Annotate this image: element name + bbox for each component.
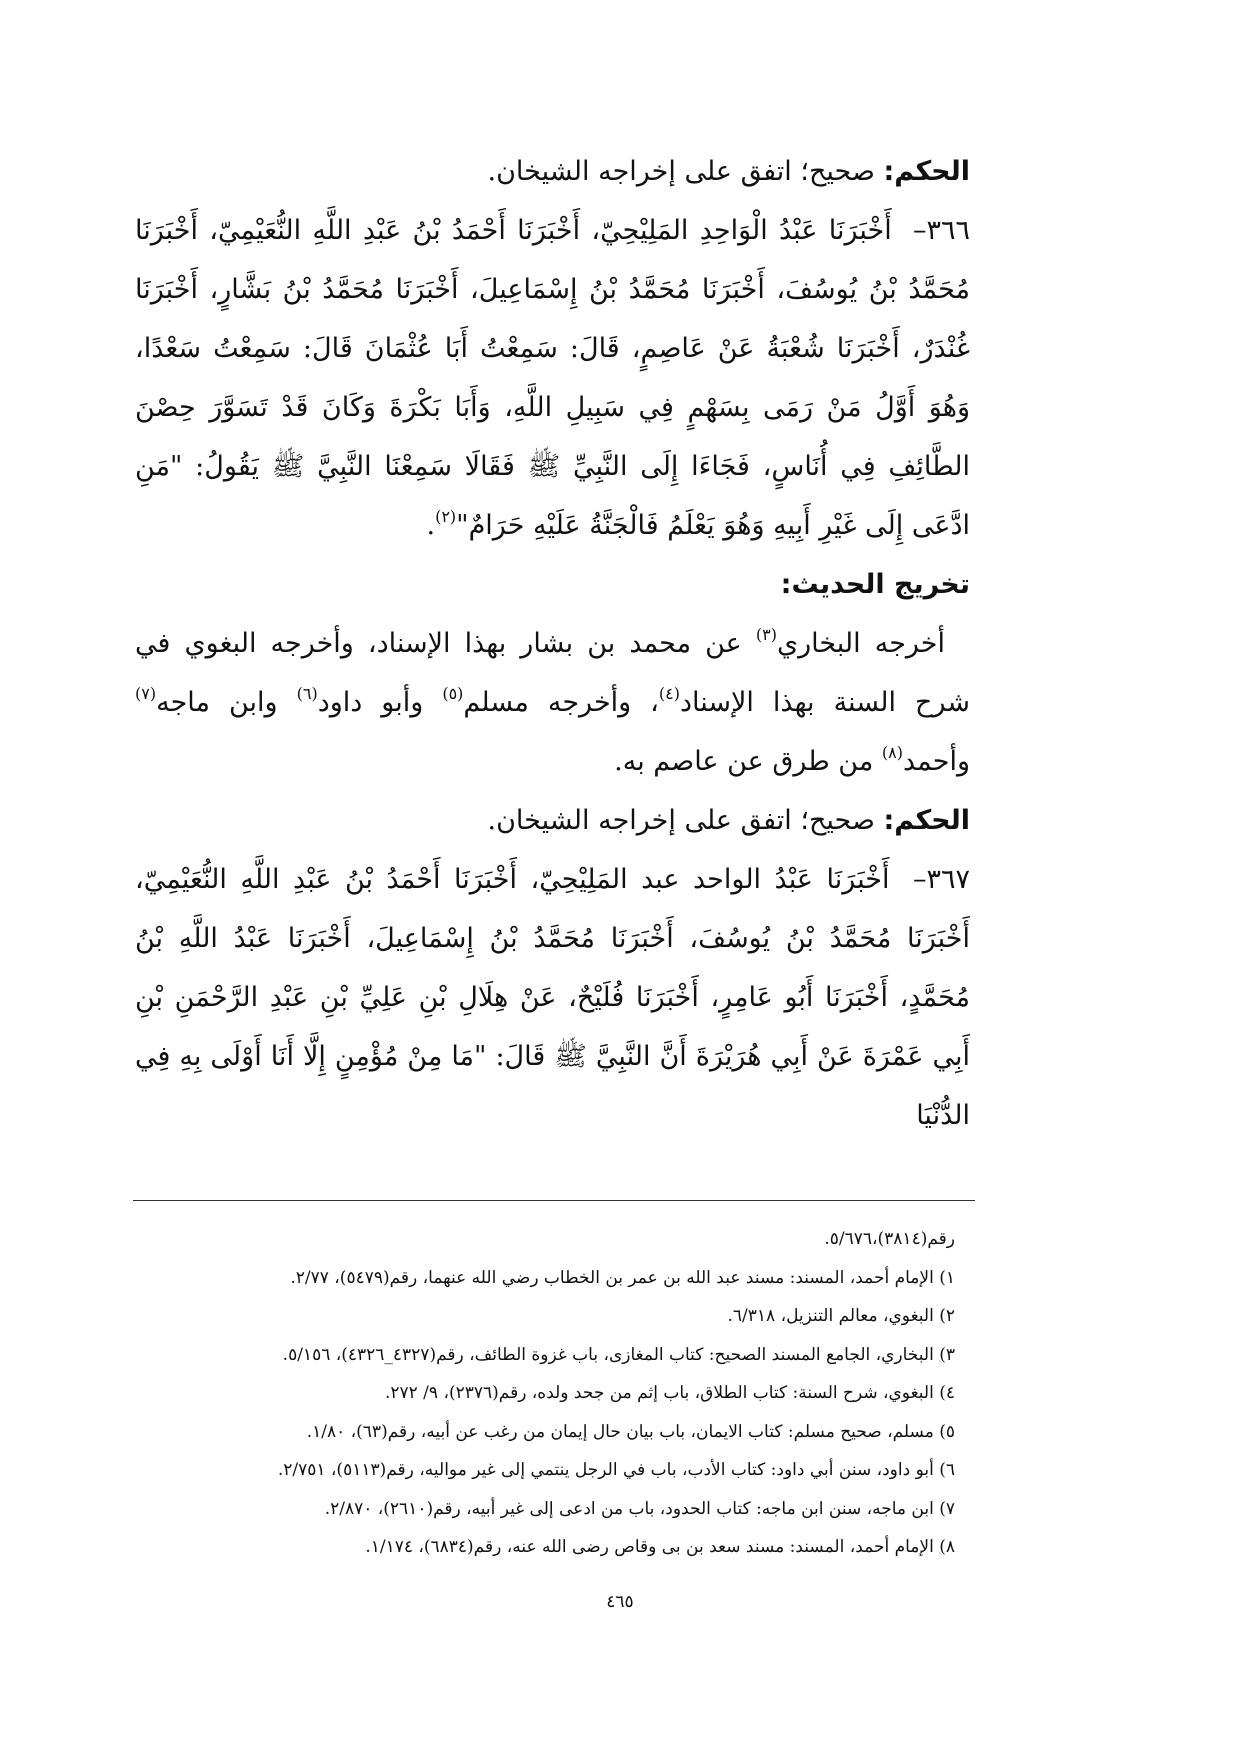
- footnote-item: ١) الإمام أحمد، المسند: مسند عبد الله بن عمر بن الخطاب رضي الله عنهما، رقم(٥٤٧٩)، ٢/٧٧.: [290, 1267, 955, 1288]
- ruling-label: الحكم:: [883, 805, 970, 836]
- takhrij-text: أخرجه البخاري: [776, 628, 945, 659]
- ruling-label: الحكم:: [883, 156, 970, 187]
- footnote-ref[interactable]: (٧): [135, 684, 157, 703]
- takhrij-text: وأبو داود: [317, 687, 443, 718]
- hadith-number: ٣٦٦–: [912, 215, 970, 246]
- footnote-item: ٦) أبو داود، سنن أبي داود: كتاب الأدب، باب في الرجل ينتمي إلى غير مواليه، رقم(٥١١٣)، ٢/٧٥١.: [277, 1460, 955, 1480]
- footnote-divider: [133, 1200, 975, 1201]
- footnote-ref[interactable]: (٥): [442, 684, 464, 703]
- hadith-text-end: .: [426, 510, 436, 541]
- ruling-line: [135, 791, 970, 850]
- footnote-ref[interactable]: (٤): [658, 684, 680, 703]
- footnote-ref[interactable]: (٦): [296, 684, 318, 703]
- hadith-366-paragraph: [135, 201, 970, 555]
- section-heading: تخريج الحديث:: [780, 569, 970, 600]
- takhrij-heading-line: [135, 555, 970, 614]
- footnote-item: ٧) ابن ماجه، سنن ابن ماجه: كتاب الحدود، باب من ادعى إلى غير أبيه، رقم(٢٦١٠)، ٢/٨٧٠.: [324, 1498, 955, 1519]
- footnote-item: ٨) الإمام أحمد، المسند: مسند سعد بن بى وقاص رضى الله عنه، رقم(٦٨٣٤)، ١/١٧٤.: [365, 1537, 955, 1557]
- footnote-ref[interactable]: (٢): [435, 507, 457, 526]
- footnotes: [135, 1220, 975, 1567]
- main-text: [135, 142, 970, 1145]
- footnote-ref[interactable]: (٣): [755, 625, 777, 644]
- hadith-text: أَخْبَرَنَا عَبْدُ الواحد عبد المَلِيْحِيّ، أَخْبَرَنَا أَحْمَدُ بْنُ عَبْدِ اللَّهِ النُّعَيْمِيّ، أَخْبَرَنَا مُحَمَّدُ بْنُ يُوسُفَ، أَخْبَرَنَا مُحَمَّدُ بْنُ إِسْمَاعِيلَ، أَخْبَرَنَا عَبْدُ اللَّهِ بْنُ مُحَمَّدٍ، أَخْبَرَنَا أَبُو عَامِرٍ، أَخْبَرَنَا فُلَيْحٌ، عَنْ هِلَالِ بْنِ عَلِيِّ بْنِ عَبْدِ الرَّحْمَنِ بْنِ أَبِي عَمْرَةَ عَنْ أَبِي هُرَيْرَةَ أَنَّ النَّبِيَّ ﷺ قَالَ: "مَا مِنْ مُؤْمِنٍ إِلَّا أَنَا أَوْلَى بِهِ فِي الدُّنْيَا: [135, 864, 970, 1131]
- hadith-text: أَخْبَرَنَا عَبْدُ الْوَاحِدِ المَلِيْحِيّ، أَخْبَرَنَا أَحْمَدُ بْنُ عَبْدِ اللَّهِ النُّعَيْمِيّ، أَخْبَرَنَا مُحَمَّدُ بْنُ يُوسُفَ، أَخْبَرَنَا مُحَمَّدُ بْنُ إِسْمَاعِيلَ، أَخْبَرَنَا مُحَمَّدُ بْنُ بَشَّارٍ، أَخْبَرَنَا غُنْدَرٌ، أَخْبَرَنَا شُعْبَةُ عَنْ عَاصِمٍ، قَالَ: سَمِعْتُ أَبَا عُثْمَانَ قَالَ: سَمِعْتُ سَعْدًا، وَهُوَ أَوَّلُ مَنْ رَمَى بِسَهْمٍ فِي سَبِيلِ اللَّهِ، وَأَبَا بَكْرَةَ وَكَانَ قَدْ تَسَوَّرَ حِصْنَ الطَّائِفِ فِي أُنَاسٍ، فَجَاءَا إِلَى النَّبِيِّ ﷺ فَقَالَا سَمِعْنَا النَّبِيَّ ﷺ يَقُولُ: "مَنِ ادَّعَى إِلَى غَيْرِ أَبِيهِ وَهُوَ يَعْلَمُ فَالْجَنَّةُ عَلَيْهِ حَرَامٌ": [135, 215, 970, 541]
- page-number: ٤٦٥: [606, 1592, 634, 1612]
- ruling-line: [135, 142, 970, 201]
- takhrij-text: من طرق عن عاصم به.: [614, 746, 882, 777]
- footnote-ref[interactable]: (٨): [881, 743, 903, 762]
- takhrij-text: وأحمد: [902, 746, 970, 777]
- hadith-number: ٣٦٧–: [912, 864, 970, 895]
- ruling-text: صحيح؛ اتفق على إخراجه الشيخان.: [487, 156, 884, 187]
- footnote-item: ٣) البخاري، الجامع المسند الصحيح: كتاب المغازى، باب غزوة الطائف، رقم(٤٣٢٧_٤٣٢٦)، ٥/١٥٦.: [282, 1344, 955, 1365]
- hadith-367-paragraph: [135, 850, 970, 1145]
- ruling-text: صحيح؛ اتفق على إخراجه الشيخان.: [487, 805, 884, 836]
- footnote-item: ٥) مسلم، صحيح مسلم: كتاب الايمان، باب بيان حال إيمان من رغب عن أبيه، رقم(٦٣)، ١/٨٠.: [306, 1421, 955, 1442]
- takhrij-text: وابن ماجه: [156, 687, 297, 718]
- footnote-item: ٤) البغوي، شرح السنة: كتاب الطلاق، باب إثم من جحد ولده، رقم(٢٣٧٦)، ٩/ ٢٧٢.: [384, 1383, 955, 1403]
- footnote-continuation: رقم(٣٨١٤)،٥/٦٧٦.: [824, 1229, 955, 1249]
- takhrij-text: عن محمد بن بشار بهذا الإسناد، وأخرجه البغوي في شرح السنة بهذا الإسناد: [135, 628, 970, 718]
- takhrij-text: ، وأخرجه مسلم: [463, 687, 659, 718]
- takhrij-paragraph: [135, 614, 970, 791]
- footnote-item: ٢) البغوي، معالم التنزيل، ٦/٣١٨.: [727, 1306, 955, 1326]
